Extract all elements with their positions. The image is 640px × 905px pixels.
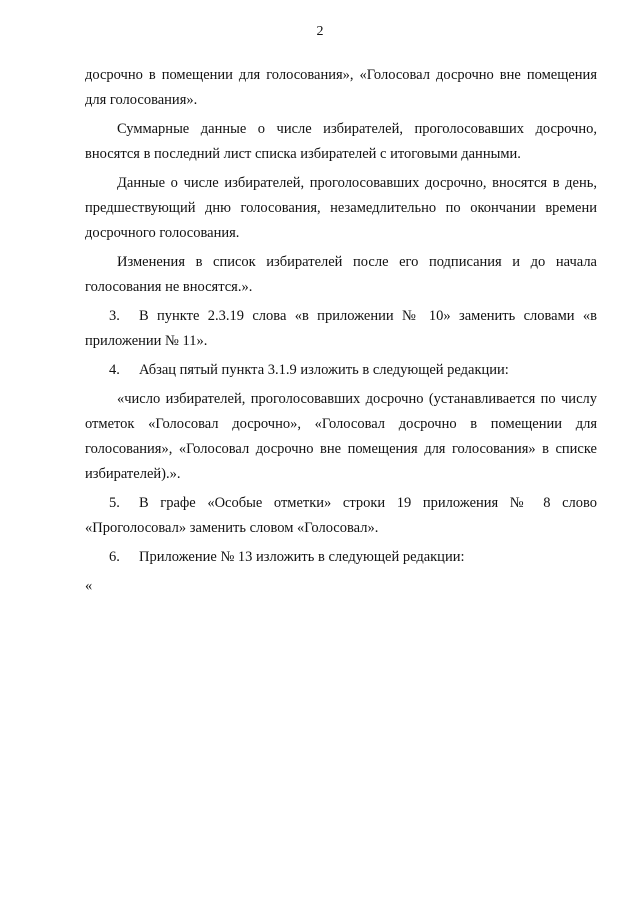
document-body: [85, 63, 597, 603]
list-item-text: В графе «Особые отметки» строки 19 приложения № 8 слово «Проголосовал» заменить словом «Голосовал».: [85, 495, 597, 536]
paragraph-continuation: досрочно в помещении для голосования», «Голосовал досрочно вне помещения для голосования».: [85, 67, 597, 108]
list-item-number: 5.: [109, 495, 120, 511]
list-item-number: 3.: [109, 308, 120, 324]
page-number: 2: [316, 24, 324, 39]
list-item-text: Приложение № 13 изложить в следующей редакции:: [139, 549, 465, 565]
paragraph-early-voters-data: Данные о числе избирателей, проголосовавших досрочно, вносятся в день, предшествующий дню голосования, незамедлительно по окончании времени досрочного голосования.: [85, 175, 597, 241]
paragraph-list-changes: Изменения в список избирателей после его подписания и до начала голосования не вносятся.».: [85, 254, 597, 295]
list-item-text: Абзац пятый пункта 3.1.9 изложить в следующей редакции:: [139, 362, 509, 378]
quoted-paragraph: «число избирателей, проголосовавших досрочно (устанавливается по числу отметок «Голосовал досрочно», «Голосовал досрочно в помещении для голосования», «Голосовал досрочно вне помещения для голосования» в списке избирателей).».: [85, 391, 597, 482]
list-item-6: [85, 545, 597, 570]
trailing-quote-mark: «: [85, 578, 93, 594]
list-item-4: [85, 358, 597, 383]
paragraph-summary-data: Суммарные данные о числе избирателей, проголосовавших досрочно, вносятся в последний лист списка избирателей с итоговыми данными.: [85, 121, 597, 162]
list-item-number: 6.: [109, 549, 120, 565]
list-item-number: 4.: [109, 362, 120, 378]
list-item-text: В пункте 2.3.19 слова «в приложении № 10» заменить словами «в приложении № 11».: [85, 308, 597, 349]
list-item-5: [85, 491, 597, 541]
list-item-3: [85, 304, 597, 354]
